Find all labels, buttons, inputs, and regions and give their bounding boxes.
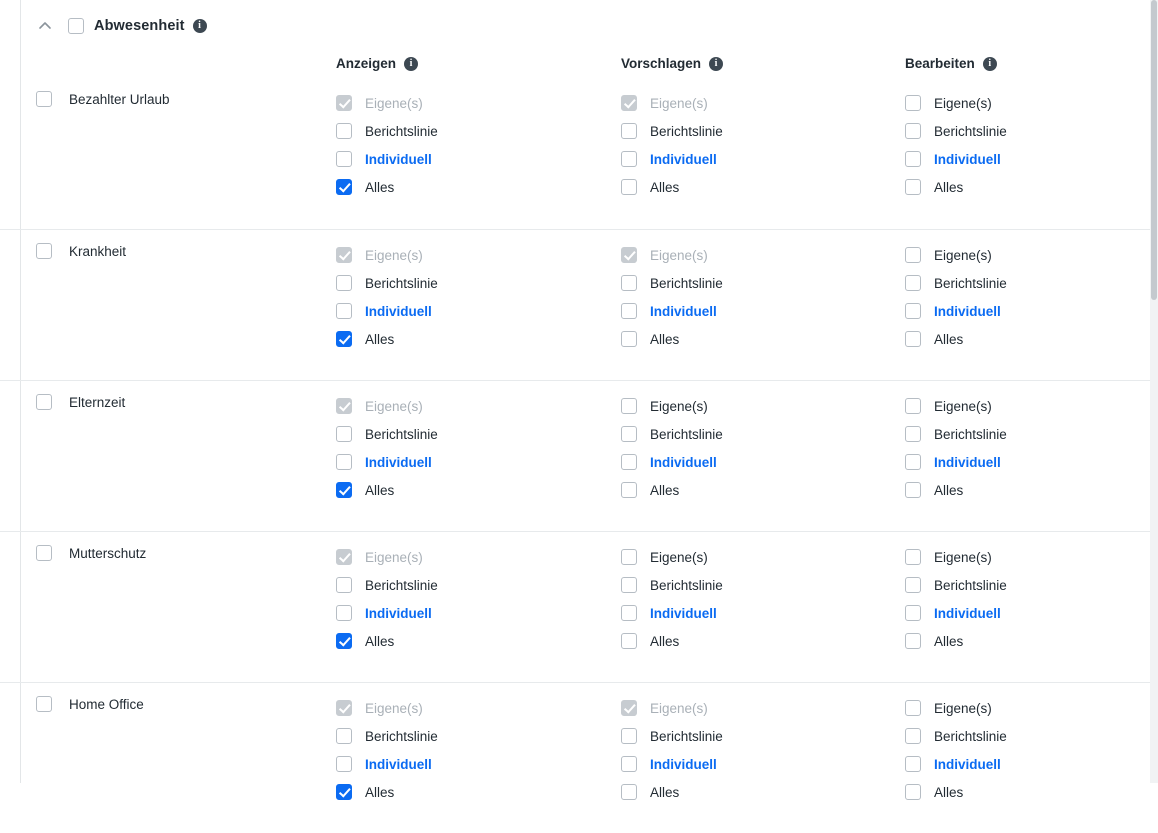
checkbox-bearbeiten-all[interactable] (905, 331, 921, 347)
checkbox-anzeigen-reporting-line[interactable] (336, 577, 352, 593)
option-group-vorschlagen (621, 543, 723, 655)
option-label: Eigene(s) (650, 549, 708, 565)
option-vorschlagen-own (621, 694, 723, 722)
option-label: Eigene(s) (650, 700, 708, 716)
checkbox-bearbeiten-individual[interactable] (905, 303, 921, 319)
option-label: Individuell (650, 756, 717, 772)
option-label: Alles (650, 331, 680, 347)
checkbox-anzeigen-individual[interactable] (336, 454, 352, 470)
checkbox-bearbeiten-all[interactable] (905, 482, 921, 498)
option-label: Individuell (934, 756, 1001, 772)
info-icon[interactable]: i (404, 57, 418, 71)
option-vorschlagen-reporting-line[interactable] (621, 722, 723, 750)
row-checkbox[interactable] (36, 394, 52, 410)
option-label: Alles (934, 331, 964, 347)
permission-row (0, 78, 1158, 229)
option-vorschlagen-individual[interactable] (621, 145, 723, 173)
checkbox-anzeigen-individual[interactable] (336, 605, 352, 621)
option-group-bearbeiten (905, 89, 1007, 201)
option-vorschlagen-all[interactable] (621, 476, 723, 504)
option-bearbeiten-reporting-line[interactable] (905, 117, 1007, 145)
option-anzeigen-reporting-line[interactable] (336, 722, 438, 750)
row-header (36, 243, 126, 259)
option-label: Eigene(s) (934, 700, 992, 716)
option-label: Berichtslinie (650, 577, 723, 593)
checkbox-vorschlagen-individual[interactable] (621, 151, 637, 167)
option-label: Berichtslinie (934, 275, 1007, 291)
option-label: Eigene(s) (934, 95, 992, 111)
option-label: Individuell (365, 151, 432, 167)
option-label: Individuell (365, 605, 432, 621)
option-vorschlagen-individual[interactable] (621, 448, 723, 476)
option-bearbeiten-own[interactable] (905, 543, 1007, 571)
option-vorschlagen-individual[interactable] (621, 750, 723, 778)
option-bearbeiten-all[interactable] (905, 325, 1007, 353)
checkbox-bearbeiten-own[interactable] (905, 398, 921, 414)
checkbox-anzeigen-all[interactable] (336, 179, 352, 195)
option-group-anzeigen (336, 392, 438, 504)
permission-row (0, 682, 1158, 833)
option-label: Eigene(s) (934, 398, 992, 414)
checkbox-anzeigen-individual[interactable] (336, 756, 352, 772)
column-header-label: Anzeigen (336, 56, 397, 71)
checkbox-bearbeiten-own[interactable] (905, 700, 921, 716)
option-label: Alles (934, 179, 964, 195)
option-label: Eigene(s) (650, 398, 708, 414)
checkbox-anzeigen-own (336, 398, 352, 414)
checkbox-anzeigen-reporting-line[interactable] (336, 275, 352, 291)
option-anzeigen-own (336, 543, 438, 571)
checkbox-anzeigen-all[interactable] (336, 482, 352, 498)
row-label: Bezahlter Urlaub (69, 91, 170, 107)
option-group-bearbeiten (905, 241, 1007, 353)
option-anzeigen-reporting-line[interactable] (336, 571, 438, 599)
option-label: Eigene(s) (650, 95, 708, 111)
option-anzeigen-all[interactable] (336, 325, 438, 353)
option-anzeigen-reporting-line[interactable] (336, 420, 438, 448)
option-anzeigen-all[interactable] (336, 627, 438, 655)
option-bearbeiten-reporting-line[interactable] (905, 571, 1007, 599)
option-group-vorschlagen (621, 392, 723, 504)
checkbox-anzeigen-reporting-line[interactable] (336, 728, 352, 744)
row-checkbox[interactable] (36, 545, 52, 561)
option-label: Berichtslinie (365, 577, 438, 593)
option-vorschlagen-own[interactable] (621, 543, 723, 571)
option-group-vorschlagen (621, 694, 723, 806)
option-label: Individuell (934, 605, 1001, 621)
checkbox-anzeigen-own (336, 247, 352, 263)
option-vorschlagen-individual[interactable] (621, 599, 723, 627)
option-label: Alles (934, 633, 964, 649)
column-headers (0, 52, 1158, 78)
option-bearbeiten-all[interactable] (905, 627, 1007, 655)
option-bearbeiten-reporting-line[interactable] (905, 420, 1007, 448)
option-anzeigen-all[interactable] (336, 476, 438, 504)
checkbox-bearbeiten-own[interactable] (905, 247, 921, 263)
option-group-anzeigen (336, 89, 438, 201)
option-label: Eigene(s) (650, 247, 708, 263)
option-bearbeiten-individual[interactable] (905, 599, 1007, 627)
checkbox-anzeigen-reporting-line[interactable] (336, 426, 352, 442)
option-anzeigen-individual[interactable] (336, 599, 438, 627)
section-title: Abwesenheit (94, 18, 185, 34)
checkbox-vorschlagen-own[interactable] (621, 398, 637, 414)
checkbox-bearbeiten-reporting-line[interactable] (905, 275, 921, 291)
checkbox-vorschlagen-own[interactable] (621, 549, 637, 565)
checkbox-vorschlagen-all[interactable] (621, 482, 637, 498)
option-bearbeiten-individual[interactable] (905, 297, 1007, 325)
checkbox-bearbeiten-reporting-line[interactable] (905, 123, 921, 139)
option-vorschlagen-individual[interactable] (621, 297, 723, 325)
info-icon[interactable]: i (709, 57, 723, 71)
checkbox-anzeigen-all[interactable] (336, 784, 352, 800)
checkbox-bearbeiten-reporting-line[interactable] (905, 728, 921, 744)
option-label: Berichtslinie (934, 123, 1007, 139)
option-bearbeiten-reporting-line[interactable] (905, 269, 1007, 297)
option-anzeigen-individual[interactable] (336, 750, 438, 778)
option-label: Alles (365, 179, 395, 195)
checkbox-vorschlagen-individual[interactable] (621, 605, 637, 621)
vertical-scrollbar-track[interactable] (1150, 0, 1158, 783)
option-vorschlagen-own[interactable] (621, 392, 723, 420)
option-label: Berichtslinie (650, 123, 723, 139)
chevron-up-icon[interactable] (36, 17, 54, 35)
option-label: Eigene(s) (365, 247, 423, 263)
permission-row (0, 380, 1158, 531)
column-header-label: Vorschlagen (621, 56, 702, 71)
permission-rows (0, 78, 1158, 833)
option-bearbeiten-individual[interactable] (905, 750, 1007, 778)
option-label: Alles (650, 633, 680, 649)
permission-row (0, 229, 1158, 380)
option-label: Berichtslinie (934, 728, 1007, 744)
checkbox-bearbeiten-individual[interactable] (905, 454, 921, 470)
row-label: Elternzeit (69, 394, 126, 410)
option-bearbeiten-individual[interactable] (905, 448, 1007, 476)
checkbox-bearbeiten-own[interactable] (905, 549, 921, 565)
row-label: Mutterschutz (69, 545, 147, 561)
checkbox-vorschlagen-reporting-line[interactable] (621, 275, 637, 291)
checkbox-vorschlagen-all[interactable] (621, 633, 637, 649)
option-label: Individuell (365, 303, 432, 319)
option-label: Individuell (650, 303, 717, 319)
option-anzeigen-own (336, 89, 438, 117)
option-label: Alles (650, 482, 680, 498)
option-anzeigen-reporting-line[interactable] (336, 269, 438, 297)
option-bearbeiten-all[interactable] (905, 778, 1007, 806)
checkbox-bearbeiten-individual[interactable] (905, 605, 921, 621)
checkbox-bearbeiten-individual[interactable] (905, 151, 921, 167)
option-label: Individuell (934, 454, 1001, 470)
checkbox-anzeigen-reporting-line[interactable] (336, 123, 352, 139)
option-anzeigen-reporting-line[interactable] (336, 117, 438, 145)
checkbox-vorschlagen-reporting-line[interactable] (621, 577, 637, 593)
option-label: Alles (365, 633, 395, 649)
option-bearbeiten-all[interactable] (905, 476, 1007, 504)
option-anzeigen-individual[interactable] (336, 297, 438, 325)
option-vorschlagen-own (621, 89, 723, 117)
option-vorschlagen-reporting-line[interactable] (621, 420, 723, 448)
row-header (36, 545, 146, 561)
option-bearbeiten-own[interactable] (905, 392, 1007, 420)
row-checkbox[interactable] (36, 91, 52, 107)
row-checkbox[interactable] (36, 243, 52, 259)
row-header (36, 696, 144, 712)
column-header-anzeigen (336, 56, 418, 71)
option-vorschlagen-all[interactable] (621, 627, 723, 655)
option-label: Berichtslinie (365, 275, 438, 291)
row-label: Krankheit (69, 243, 127, 259)
option-label: Eigene(s) (365, 549, 423, 565)
option-group-bearbeiten (905, 694, 1007, 806)
checkbox-anzeigen-own (336, 700, 352, 716)
option-group-vorschlagen (621, 89, 723, 201)
option-bearbeiten-reporting-line[interactable] (905, 722, 1007, 750)
option-group-anzeigen (336, 543, 438, 655)
checkbox-anzeigen-all[interactable] (336, 633, 352, 649)
option-vorschlagen-reporting-line[interactable] (621, 571, 723, 599)
row-label: Home Office (69, 696, 144, 712)
checkbox-bearbeiten-individual[interactable] (905, 756, 921, 772)
option-bearbeiten-own[interactable] (905, 89, 1007, 117)
option-label: Alles (365, 482, 395, 498)
option-label: Alles (650, 179, 680, 195)
checkbox-anzeigen-all[interactable] (336, 331, 352, 347)
checkbox-vorschlagen-individual[interactable] (621, 756, 637, 772)
checkbox-anzeigen-individual[interactable] (336, 151, 352, 167)
option-anzeigen-individual[interactable] (336, 448, 438, 476)
option-label: Eigene(s) (365, 398, 423, 414)
option-anzeigen-own (336, 694, 438, 722)
option-label: Individuell (365, 756, 432, 772)
option-anzeigen-all[interactable] (336, 173, 438, 201)
option-label: Alles (934, 482, 964, 498)
option-vorschlagen-all[interactable] (621, 325, 723, 353)
option-label: Eigene(s) (934, 247, 992, 263)
option-label: Individuell (650, 151, 717, 167)
checkbox-vorschlagen-own (621, 95, 637, 111)
permission-row (0, 531, 1158, 682)
option-group-bearbeiten (905, 392, 1007, 504)
option-label: Eigene(s) (365, 95, 423, 111)
row-checkbox[interactable] (36, 696, 52, 712)
option-group-vorschlagen (621, 241, 723, 353)
checkbox-vorschlagen-all[interactable] (621, 179, 637, 195)
option-group-bearbeiten (905, 543, 1007, 655)
checkbox-bearbeiten-all[interactable] (905, 179, 921, 195)
checkbox-vorschlagen-own (621, 700, 637, 716)
option-vorschlagen-reporting-line[interactable] (621, 269, 723, 297)
section-header-abwesenheit[interactable] (0, 0, 1158, 52)
option-anzeigen-individual[interactable] (336, 145, 438, 173)
row-header (36, 91, 170, 107)
option-bearbeiten-individual[interactable] (905, 145, 1007, 173)
option-label: Alles (650, 784, 680, 800)
vertical-scrollbar-thumb[interactable] (1151, 0, 1157, 300)
checkbox-anzeigen-own (336, 95, 352, 111)
option-label: Individuell (650, 454, 717, 470)
option-label: Berichtslinie (365, 426, 438, 442)
option-label: Eigene(s) (934, 549, 992, 565)
option-label: Berichtslinie (365, 123, 438, 139)
option-group-anzeigen (336, 241, 438, 353)
option-bearbeiten-all[interactable] (905, 173, 1007, 201)
checkbox-bearbeiten-reporting-line[interactable] (905, 577, 921, 593)
option-label: Berichtslinie (934, 577, 1007, 593)
option-label: Individuell (365, 454, 432, 470)
option-anzeigen-own (336, 392, 438, 420)
option-bearbeiten-own[interactable] (905, 241, 1007, 269)
column-header-label: Bearbeiten (905, 56, 975, 71)
option-label: Alles (365, 784, 395, 800)
option-label: Alles (934, 784, 964, 800)
row-header (36, 394, 125, 410)
checkbox-bearbeiten-own[interactable] (905, 95, 921, 111)
checkbox-vorschlagen-own (621, 247, 637, 263)
option-anzeigen-all[interactable] (336, 778, 438, 806)
option-label: Individuell (934, 303, 1001, 319)
option-label: Berichtslinie (934, 426, 1007, 442)
option-anzeigen-own (336, 241, 438, 269)
checkbox-vorschlagen-reporting-line[interactable] (621, 728, 637, 744)
section-checkbox-abwesenheit[interactable] (68, 18, 84, 34)
info-icon[interactable]: i (983, 57, 997, 71)
checkbox-vorschlagen-all[interactable] (621, 784, 637, 800)
checkbox-vorschlagen-individual[interactable] (621, 303, 637, 319)
checkbox-anzeigen-own (336, 549, 352, 565)
checkbox-bearbeiten-reporting-line[interactable] (905, 426, 921, 442)
checkbox-bearbeiten-all[interactable] (905, 784, 921, 800)
info-icon[interactable]: i (193, 19, 207, 33)
checkbox-vorschlagen-reporting-line[interactable] (621, 123, 637, 139)
checkbox-vorschlagen-individual[interactable] (621, 454, 637, 470)
option-bearbeiten-own[interactable] (905, 694, 1007, 722)
checkbox-vorschlagen-reporting-line[interactable] (621, 426, 637, 442)
column-header-bearbeiten (905, 56, 997, 71)
option-label: Individuell (934, 151, 1001, 167)
option-label: Berichtslinie (650, 728, 723, 744)
checkbox-anzeigen-individual[interactable] (336, 303, 352, 319)
column-header-vorschlagen (621, 56, 723, 71)
option-label: Individuell (650, 605, 717, 621)
option-label: Eigene(s) (365, 700, 423, 716)
option-label: Alles (365, 331, 395, 347)
option-label: Berichtslinie (365, 728, 438, 744)
option-group-anzeigen (336, 694, 438, 806)
option-vorschlagen-all[interactable] (621, 778, 723, 806)
option-label: Berichtslinie (650, 426, 723, 442)
option-vorschlagen-reporting-line[interactable] (621, 117, 723, 145)
option-vorschlagen-own (621, 241, 723, 269)
checkbox-vorschlagen-all[interactable] (621, 331, 637, 347)
option-label: Berichtslinie (650, 275, 723, 291)
checkbox-bearbeiten-all[interactable] (905, 633, 921, 649)
option-vorschlagen-all[interactable] (621, 173, 723, 201)
